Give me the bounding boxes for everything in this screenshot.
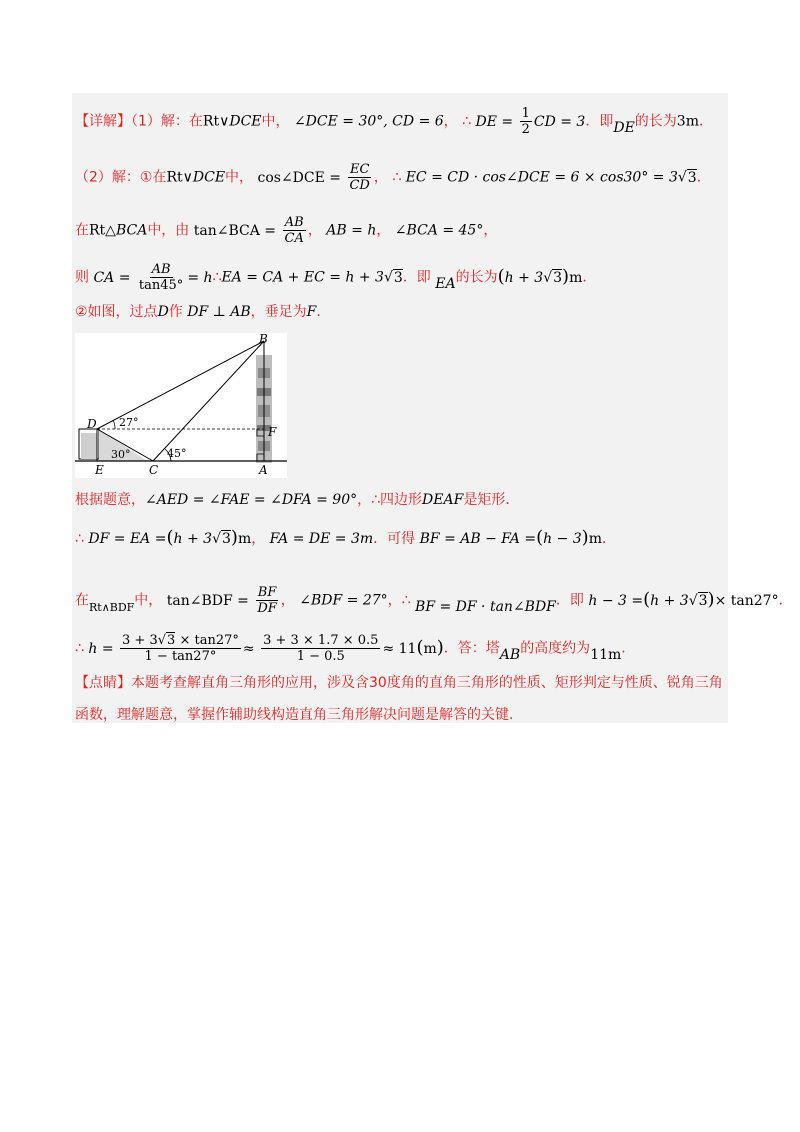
label-A: A <box>259 463 268 477</box>
line-1: 【详解】（1）解：在Rt∨DCE中， ∠DCE = 30°, CD = 6， ∴ DE = $\frac{1}{2}$ CD = 3．即DE的长为3m． <box>75 106 713 137</box>
label-F: F <box>268 425 277 439</box>
line-9: ∴ h = $\frac{3 + 3√3 \times \tan 27^\circ}{1 - \tan 27^\circ}$ ≈ $\frac{3 + 3 \times 1.7 \times 0.5}{1 - 0.5}$ ≈ 11(m)．答：塔AB的高度约为11m． <box>75 633 636 664</box>
line-5: ②如图，过点D作 DF ⊥ AB，垂足为F． <box>75 304 331 320</box>
geometry-figure <box>75 333 287 478</box>
label-C: C <box>149 463 159 477</box>
label-angle-45: 45° <box>167 447 187 460</box>
line-11: 函数，理解题意，掌握作辅助线构造直角三角形解决问题是解答的关键. <box>75 707 514 723</box>
line-2: （2）解：①在Rt∨DCE中， cos∠DCE = $\frac{EC}{CD}$ ， ∴ EC = CD · cos∠DCE = 6 × cos30° = 3√3． <box>75 162 711 193</box>
line-7: ∴ DF = EA =(h + 3√3)m， FA = DE = 3m．可得 BF = AB − FA =(h − 3)m． <box>75 527 616 548</box>
line-4: 则 CA = $\frac{AB}{\tan 45^\circ}$ = h∴EA = CA + EC = h + 3√3．即 EA的长为(h + 3√3)m． <box>75 262 597 293</box>
label-E: E <box>95 463 104 477</box>
line-8: 在$_{Rt\wedge BDF}$中， tan∠BDF = $\frac{BF}{DF}$ ， ∠BDF = 27°，∴ BF = DF · tan∠BDF．即 h − 3 =(h + 3√3)× tan27°． <box>75 585 793 616</box>
line-10: 【点睛】本题考查解直角三角形的应用，涉及含30度角的直角三角形的性质、矩形判定与性质、锐角三角 <box>75 675 723 691</box>
label-angle-30: 30° <box>111 448 131 461</box>
label-angle-27: 27° <box>119 416 139 429</box>
label-B: B <box>259 333 268 346</box>
line-3: 在Rt△BCA中，由 tan∠BCA = $\frac{AB}{CA}$ ， AB = h， ∠BCA = 45°， <box>75 215 498 246</box>
fraction-half: $\frac{1}{2}$ <box>521 106 530 137</box>
line-6: 根据题意，∠AED = ∠FAE = ∠DFA = 90°，∴四边形DEAF是矩形． <box>75 492 520 508</box>
detail-tag: 【详解】 <box>75 113 131 130</box>
key-point-tag: 【点睛】 <box>75 675 131 691</box>
label-D: D <box>87 417 97 431</box>
